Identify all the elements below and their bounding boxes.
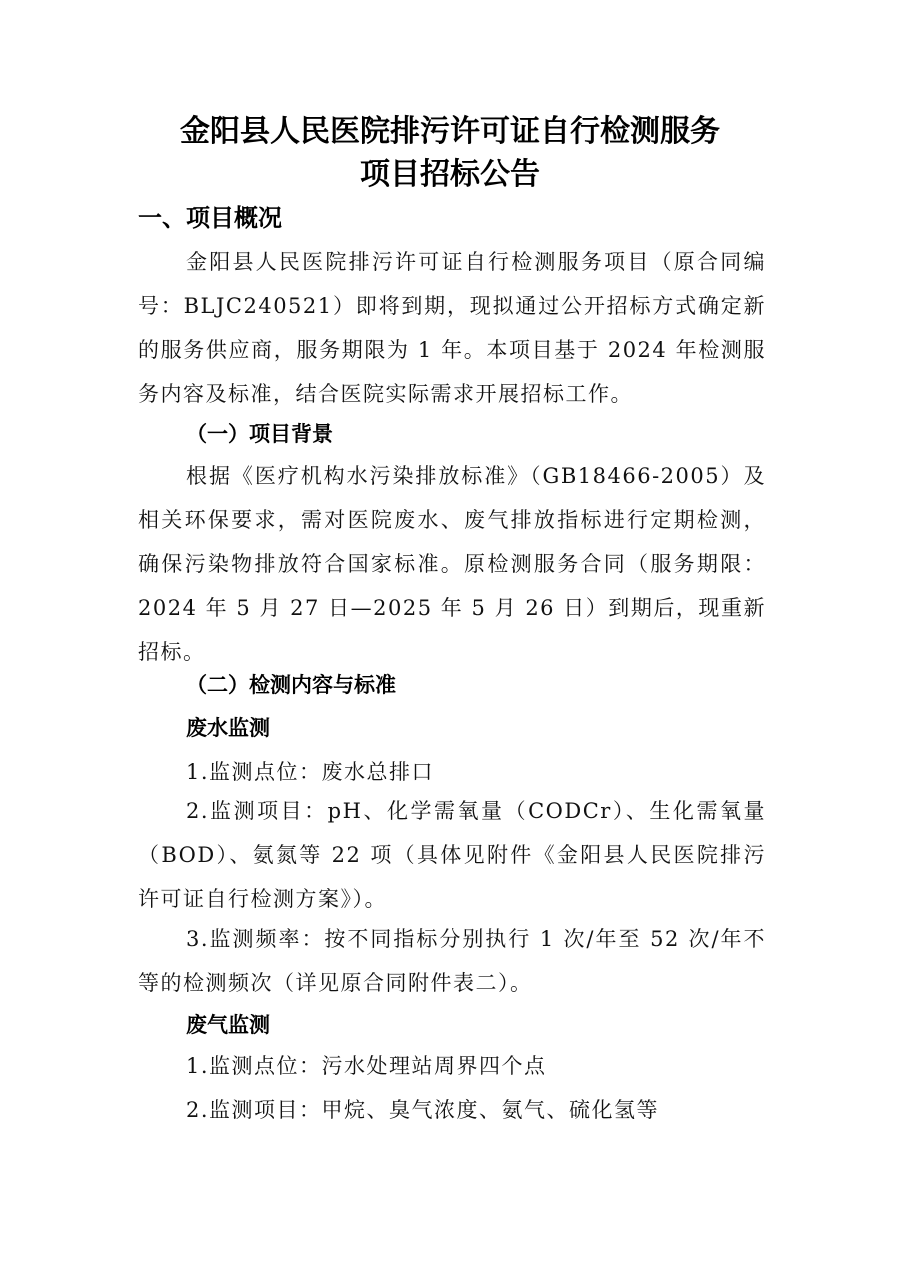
exhaust-heading: 废气监测: [186, 1013, 270, 1037]
subsection-heading-background: （一）项目背景: [186, 422, 333, 446]
document-title-line-1: 金阳县人民医院排污许可证自行检测服务: [180, 114, 720, 149]
overview-paragraph: 金阳县人民医院排污许可证自行检测服务项目（原合同编号：BLJC240521）即将到期，现拟通过公开招标方式确定新的服务供应商，服务期限为 1 年。本项目基于 2024 年检测服务内容及标准，结合医院实际需求开展招标工作。: [138, 250, 766, 406]
wastewater-item-3: 3.监测频率：按不同指标分别执行 1 次/年至 52 次/年不等的检测频次（详见原合同附件表二）。: [138, 927, 766, 995]
wastewater-heading: 废水监测: [186, 716, 270, 740]
wastewater-item-2: 2.监测项目：pH、化学需氧量（CODCr）、生化需氧量（BOD）、氨氮等 22 项（具体见附件《金阳县人民医院排污许可证自行检测方案》）。: [138, 799, 766, 911]
wastewater-item-1: 1.监测点位：废水总排口: [186, 760, 435, 784]
section-heading-overview: 一、项目概况: [138, 204, 282, 232]
document-title-line-2: 项目招标公告: [360, 157, 540, 192]
exhaust-item-1: 1.监测点位：污水处理站周界四个点: [186, 1054, 547, 1078]
background-paragraph: 根据《医疗机构水污染排放标准》（GB18466-2005）及相关环保要求，需对医院废水、废气排放指标进行定期检测，确保污染物排放符合国家标准。原检测服务合同（服务期限：2024 年 5 月 27 日—2025 年 5 月 26 日）到期后，现重新招标。: [138, 464, 766, 664]
subsection-heading-content: （二）检测内容与标准: [186, 673, 396, 697]
exhaust-item-2: 2.监测项目：甲烷、臭气浓度、氨气、硫化氢等: [186, 1098, 660, 1122]
